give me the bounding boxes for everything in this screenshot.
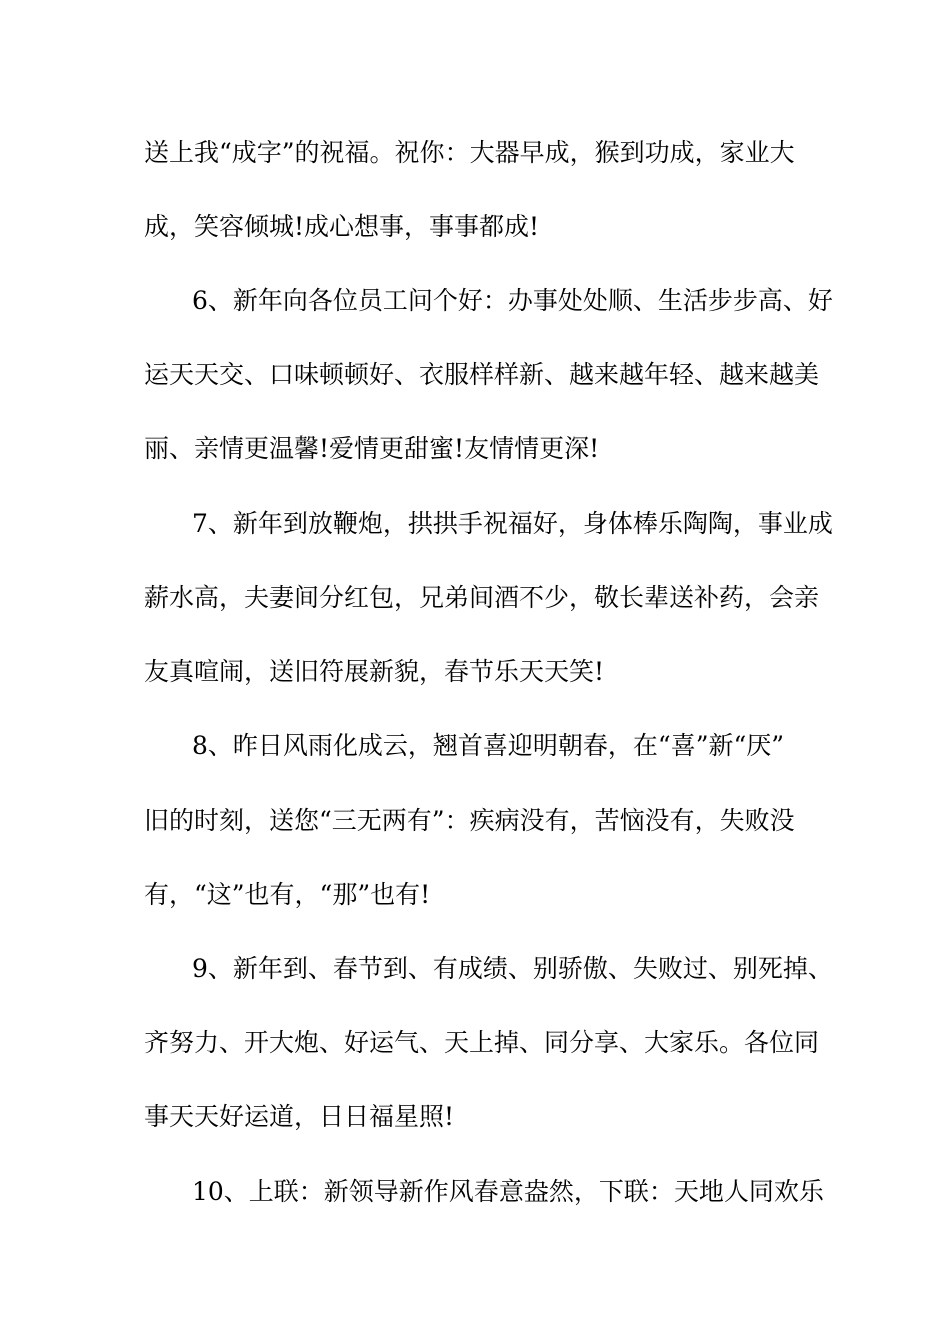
item-9-first-line: 9、新年到、春节到、有成绩、别骄傲、失败过、别死掉、: [192, 954, 833, 983]
item-10-first-line: 10、上联：新领导新作风春意盎然，下联：天地人同欢乐: [192, 1177, 824, 1206]
text-line: 事天天好运道，日日福星照!: [144, 1102, 455, 1131]
item-7-first-line: 7、新年到放鞭炮，拱拱手祝福好，身体棒乐陶陶，事业成: [192, 509, 833, 538]
item-6-first-line: 6、新年向各位员工问个好：办事处处顺、生活步步高、好: [192, 286, 833, 315]
text-line: 薪水高，夫妻间分红包，兄弟间酒不少，敬长辈送补药，会亲: [144, 583, 820, 612]
text-line: 送上我“成字”的祝福。祝你：大器早成，猴到功成，家业大: [144, 138, 795, 167]
text-line: 成，笑容倾城!成心想事，事事都成!: [144, 212, 540, 241]
text-line: 友真喧闹，送旧符展新貌，春节乐天天笑!: [144, 657, 605, 686]
item-8-first-line: 8、昨日风雨化成云，翘首喜迎明朝春，在“喜”新“厌”: [192, 731, 785, 760]
text-line: 有，“这”也有，“那”也有!: [144, 880, 431, 909]
text-line: 齐努力、开大炮、好运气、天上掉、同分享、大家乐。各位同: [144, 1028, 820, 1057]
text-line: 旧的时刻，送您“三无两有”：疾病没有，苦恼没有，失败没: [144, 806, 795, 835]
text-line: 丽、亲情更温馨!爱情更甜蜜!友情情更深!: [144, 434, 600, 463]
text-line: 运天天交、口味顿顿好、衣服样样新、越来越年轻、越来越美: [144, 360, 820, 389]
